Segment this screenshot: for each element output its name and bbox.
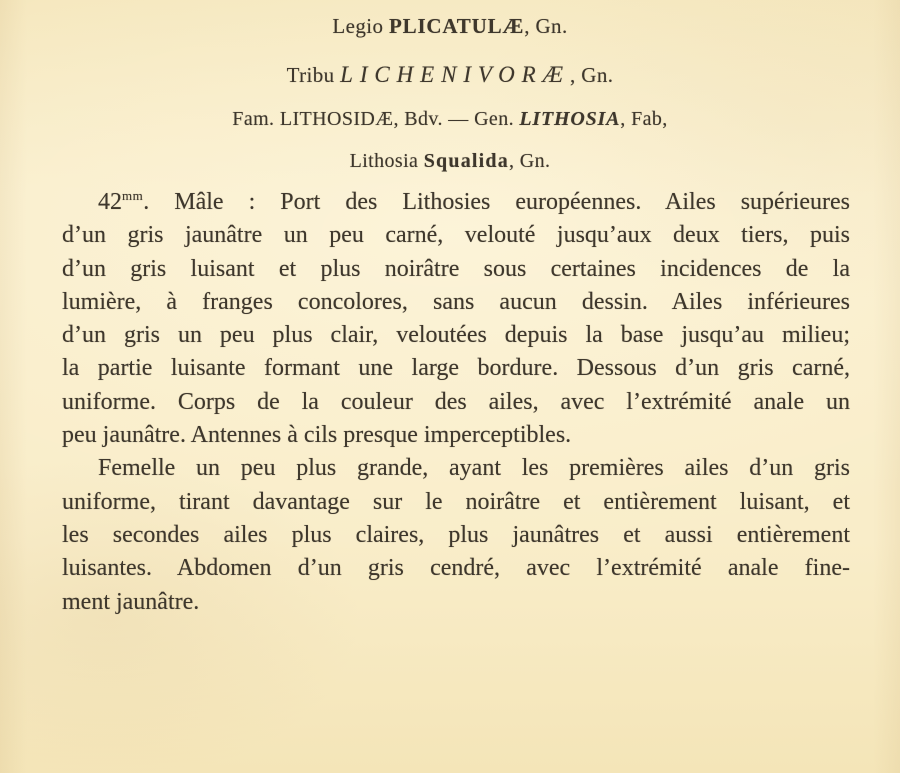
paragraph-line: luisantes. Abdomen d’un gris cendré, avec l’extrémité anale fine-	[62, 555, 850, 582]
paragraph-line: Femelle un peu plus grande, ayant les premières ailes d’un gris	[98, 455, 850, 482]
paragraph-line: la partie luisante formant une large bordure. Dessous d’un gris carné,	[62, 355, 850, 382]
tribu-prefix: Tribu	[286, 63, 341, 87]
species-heading	[0, 148, 900, 174]
tribu-name: LICHENIVORÆ	[340, 62, 570, 87]
paragraph-line: d’un gris un peu plus clair, veloutées depuis la base jusqu’au milieu;	[62, 322, 850, 349]
genus-name: LITHOSIA	[519, 108, 621, 130]
taxonomy-tribu-heading	[0, 62, 900, 88]
size-unit: mm	[122, 188, 144, 203]
paragraph-line: ment jaunâtre.	[62, 588, 200, 615]
tribu-author: , Gn.	[569, 63, 614, 87]
taxonomy-family-genus-heading	[0, 106, 900, 132]
paragraph-line: uniforme. Corps de la couleur des ailes, avec l’extrémité anale un	[62, 388, 850, 415]
legio-prefix: Legio	[332, 14, 390, 38]
male-description-paragraph	[62, 186, 850, 452]
paragraph-line: d’un gris jaunâtre un peu carné, velouté jusqu’aux deux tiers, puis	[62, 222, 850, 249]
species-description	[0, 186, 900, 619]
species-genus: Lithosia	[349, 150, 424, 172]
paragraph-line: d’un gris luisant et plus noirâtre sous certaines incidences de la	[62, 255, 850, 282]
legio-name: PLICATULÆ	[389, 14, 525, 38]
size-measurement: 42	[98, 189, 122, 215]
paragraph-line	[62, 186, 850, 219]
family-prefix: Fam. LITHOSIDÆ, Bdv. — Gen.	[232, 108, 520, 130]
line-text: . Mâle : Port des Lithosies européennes. Ailes supérieures	[143, 189, 850, 215]
species-author: , Gn.	[508, 150, 551, 172]
paragraph-line: peu jaunâtre. Antennes à cils presque imperceptibles.	[62, 422, 572, 449]
species-name: Squalida	[423, 150, 509, 172]
paragraph-line: uniforme, tirant davantage sur le noirâtre et entièrement luisant, et	[62, 488, 850, 515]
paragraph-line: les secondes ailes plus claires, plus jaunâtres et aussi entièrement	[62, 521, 850, 548]
taxonomy-legio-heading	[0, 0, 900, 39]
paragraph-line: lumière, à franges concolores, sans aucun dessin. Ailes inférieures	[62, 288, 850, 315]
legio-author: , Gn.	[524, 14, 568, 38]
female-description-paragraph	[62, 452, 850, 618]
genus-author: , Fab,	[620, 108, 668, 130]
